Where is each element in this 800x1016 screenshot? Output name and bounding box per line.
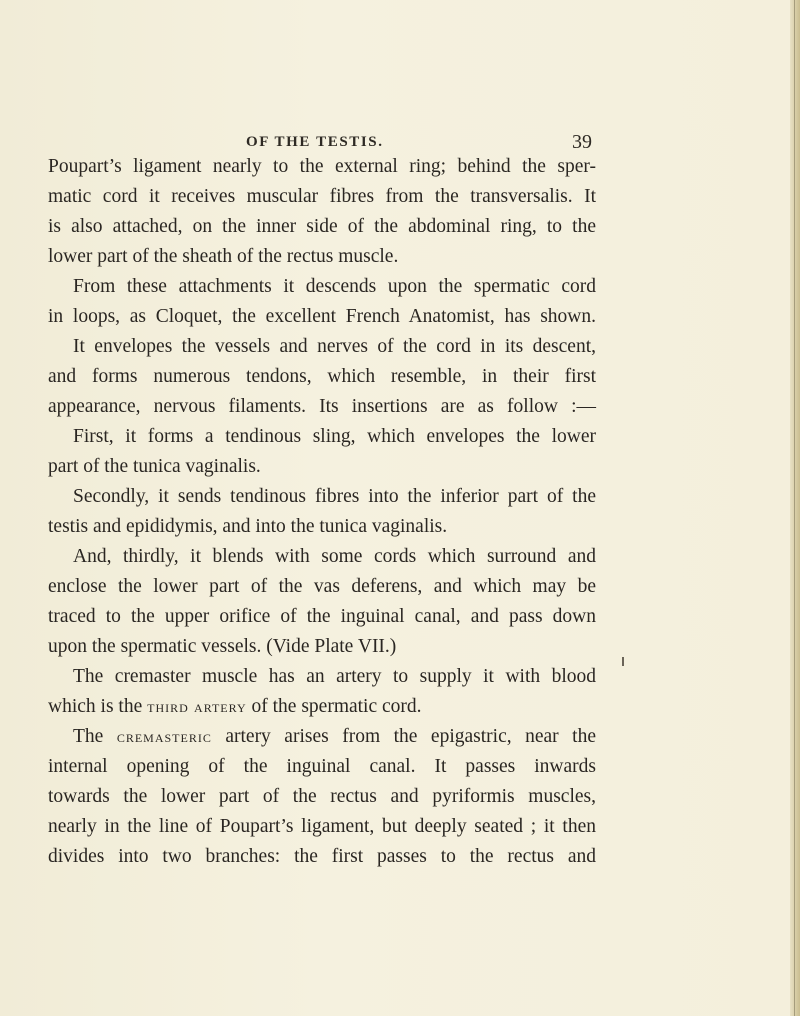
text-line: And, thirdly, it blends with some cords which surround and — [73, 546, 596, 567]
text-line: testis and epididymis, and into the tunica vaginalis. — [48, 516, 448, 537]
body-text — [48, 152, 596, 872]
text-line: First, it forms a tendinous sling, which envelopes the lower — [73, 426, 596, 447]
text-line — [48, 692, 596, 722]
text-line: internal opening of the inguinal canal. It passes inwards — [48, 756, 596, 777]
running-head-title: OF THE TESTIS. — [246, 134, 384, 150]
page-edge — [790, 0, 800, 1016]
small-caps-term: third artery — [147, 697, 247, 716]
ink-mark — [622, 657, 624, 666]
text-line: Secondly, it sends tendinous fibres into the inferior part of the — [73, 486, 596, 507]
small-caps-term: cremasteric — [116, 727, 212, 746]
text-line: nearly in the line of Poupart’s ligament, but deeply seated ; it then — [48, 816, 596, 837]
text-line: in loops, as Cloquet, the excellent French Anatomist, has shown. — [48, 306, 596, 327]
text-line: and forms numerous tendons, which resemble, in their first — [48, 366, 596, 387]
text-span: The — [73, 726, 117, 747]
text-line: matic cord it receives muscular fibres from the transversalis. It — [48, 186, 596, 207]
text-line: upon the spermatic vessels. (Vide Plate VII.) — [48, 636, 397, 657]
text-line: traced to the upper orifice of the inguinal canal, and pass down — [48, 606, 596, 627]
text-line: enclose the lower part of the vas deferens, and which may be — [48, 576, 596, 597]
page-edge-line — [794, 0, 795, 1016]
text-line: Poupart’s ligament nearly to the external ring; behind the sper- — [48, 156, 596, 177]
text-line: lower part of the sheath of the rectus muscle. — [48, 246, 399, 267]
text-line: The cremaster muscle has an artery to supply it with blood — [73, 666, 596, 687]
text-line: towards the lower part of the rectus and pyriformis muscles, — [48, 786, 596, 807]
text-span: of the spermatic cord. — [246, 696, 422, 717]
text-line: appearance, nervous filaments. Its insertions are as follow :— — [48, 396, 596, 417]
text-line: divides into two branches: the first passes to the rectus and — [48, 846, 596, 867]
text-line: is also attached, on the inner side of the abdominal ring, to the — [48, 216, 596, 237]
page-number: 39 — [572, 131, 592, 153]
text-line: From these attachments it descends upon the spermatic cord — [73, 276, 596, 297]
text-span: which is the — [48, 696, 148, 717]
text-span: artery arises from the epigastric, near the — [211, 726, 596, 747]
text-line: part of the tunica vaginalis. — [48, 456, 261, 477]
text-line: It envelopes the vessels and nerves of the cord in its descent, — [73, 336, 596, 357]
text-line — [48, 722, 596, 752]
